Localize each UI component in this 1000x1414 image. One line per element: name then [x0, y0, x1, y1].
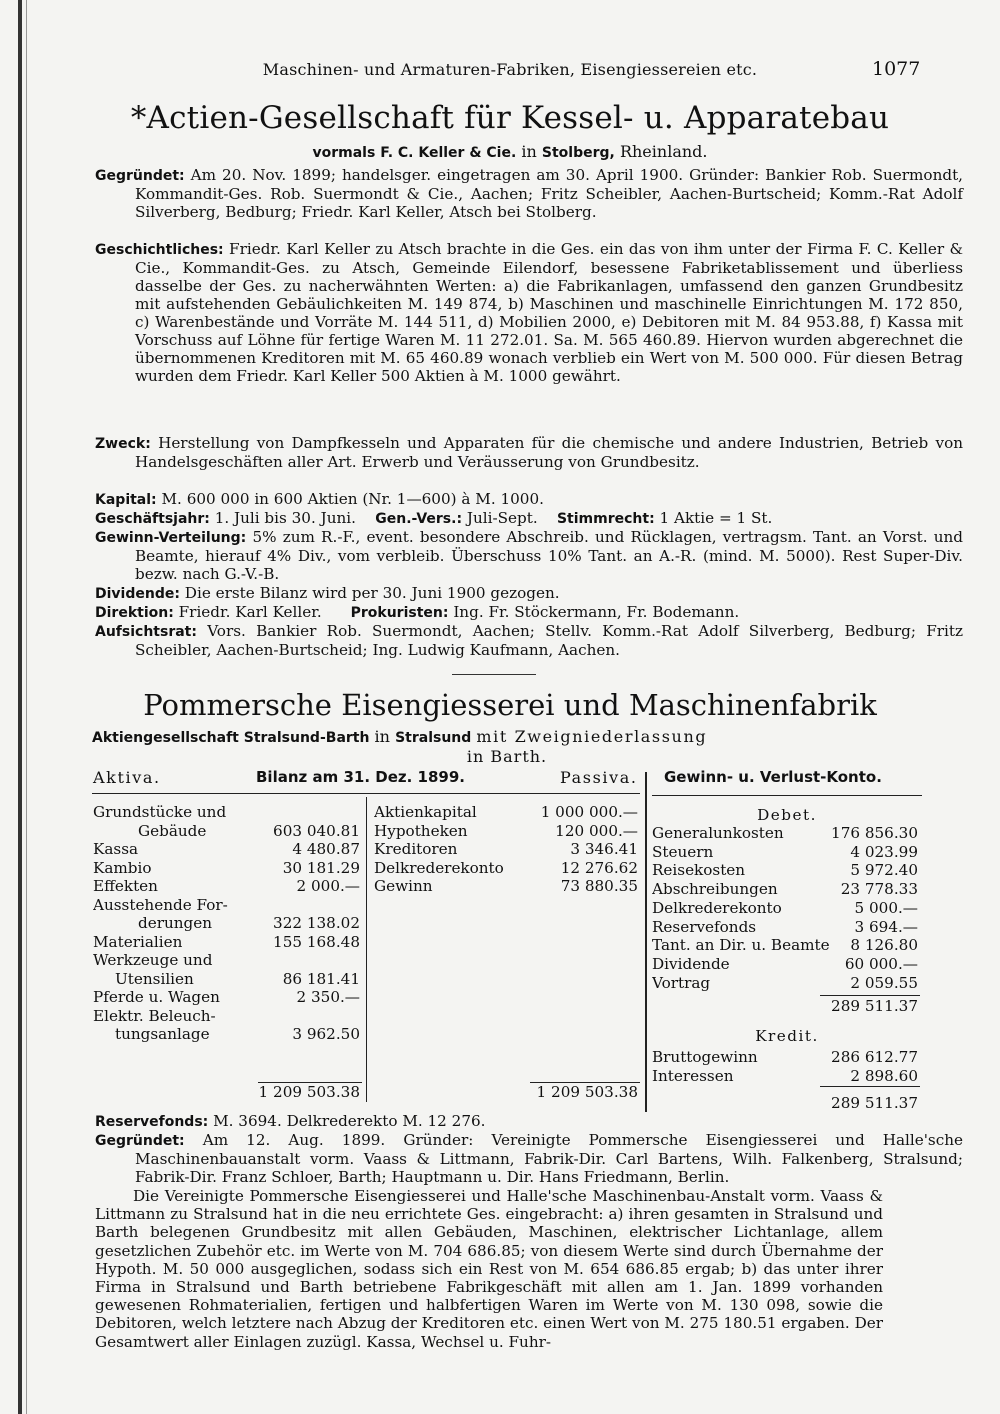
kredit-row-value: 2 898.60: [850, 1066, 918, 1085]
balance-header-rule: [92, 793, 640, 794]
kredit-row-label: Bruttogewinn: [652, 1048, 758, 1066]
aktiva-row-value: 3 962.50: [292, 1025, 360, 1043]
aktiva-row-label: Kassa: [93, 840, 139, 858]
company1-subtitle: [90, 142, 930, 161]
aktiva-row-label: Effekten: [93, 877, 158, 895]
aktiva-row-label: Materialien: [93, 932, 183, 951]
debet-row-label: Tant. an Dir. u. Beamte: [652, 936, 830, 955]
company1-capital: Kapital: M. 600 000 in 600 Aktien (Nr. 1—600) à M. 1000.: [95, 490, 544, 508]
gv-header-rule: [652, 795, 922, 796]
aktiva-row-value: 86 181.41: [282, 969, 360, 988]
debet-total-rule: [820, 995, 920, 996]
debet-total: 289 511.37: [831, 997, 918, 1015]
company2-reserve: Reservefonds: M. 3694. Delkrederekto M. 12 276.: [95, 1112, 486, 1130]
aktiva-label: Aktiva.: [93, 768, 161, 787]
aktiva-row-label: derungen: [138, 914, 213, 932]
aktiva-row-value: 4 480.87: [292, 840, 360, 858]
aktiva-row-label: Werkzeuge und: [93, 951, 213, 969]
company1-founded: Gegründet: Am 20. Nov. 1899; handelsger. eingetragen am 30. April 1900. Gründer: Bankier Rob. Suermondt, Kommandit-Ges. Rob. Suermondt & Cie., Aachen; Fritz Scheibler, Aachen-Burtscheid; Komm.-Rat Adolf Silverberg, Bedburg; Friedr. Karl Keller, Atsch bei Stolberg.: [95, 166, 964, 221]
passiva-row-label: Kreditoren: [374, 840, 458, 858]
company2-subtitle: Aktiengesellschaft Stralsund-Barth in Stralsund mit Zweigniederlassung: [92, 727, 708, 746]
company1-profit-distribution: Gewinn-Verteilung: 5% zum R.-F., event. besondere Abschreib. und Rücklagen, vertragsm. Tant. an Vorst. und Beamte, hierauf 4% Div., vom verbleib. Überschuss 10% Tant. an A.-R. (mind. M. 5000). Rest Super-Div. bezw. nach G.-V.-B.: [95, 528, 964, 583]
aktiva-row-label: Pferde u. Wagen: [93, 988, 220, 1006]
debet-row-label: Delkrederekonto: [652, 898, 782, 917]
debet-row-label: Generalunkosten: [652, 824, 784, 842]
debet-row-value: 3 694.—: [854, 917, 918, 936]
aktiva-row-value: 2 350.—: [296, 988, 360, 1006]
company2-founded: Gegründet: Am 12. Aug. 1899. Gründer: Vereinigte Pommersche Eisengiesserei und Halle'sche Maschinenbauanstalt vorm. Vaass & Littmann, Fabrik-Dir. Carl Bartens, Wilh. Falkenberg, Stralsund; Fabrik-Dir. Franz Schloer, Barth; Hauptmann u. Dir. Hans Friedmann, Berlin.: [95, 1131, 964, 1187]
debet-row-value: 8 126.80: [850, 936, 918, 955]
kredit-total-rule: [820, 1086, 920, 1087]
aktiva-row-label: Elektr. Beleuch-: [93, 1006, 216, 1025]
section-divider: [452, 674, 536, 675]
debet-row-label: Reisekosten: [652, 861, 746, 880]
aktiva-row-label: Grundstücke und: [93, 803, 227, 821]
kredit-row-label: Interessen: [652, 1066, 734, 1085]
company1-fiscal-year: Geschäftsjahr: 1. Juli bis 30. Juni. Gen.-Vers.: Juli-Sept. Stimmrecht: 1 Aktie = 1 St.: [95, 509, 773, 527]
aktiva-row-label: tungsanlage: [115, 1025, 210, 1043]
passiva-row-label: Gewinn: [374, 877, 433, 895]
passiva-row-value: 73 880.35: [560, 877, 638, 895]
debet-row-value: 176 856.30: [831, 824, 918, 842]
aktiva-row-value: 2 000.—: [296, 877, 360, 895]
kredit-total: 289 511.37: [831, 1094, 918, 1112]
debet-row-label: Dividende: [652, 954, 730, 973]
aktiva-passiva-separator: [366, 797, 367, 1102]
debet-row-value: 5 972.40: [850, 861, 918, 880]
passiva-row-label: Hypotheken: [374, 821, 468, 840]
company1-dividend: Dividende: Die erste Bilanz wird per 30. Juni 1900 gezogen.: [95, 584, 560, 602]
company1-title: *Actien-Gesellschaft für Kessel- u. Apparatebau: [130, 100, 890, 136]
company2-title: Pommersche Eisengiesserei und Maschinenfabrik: [143, 688, 877, 722]
company1-management: Direktion: Friedr. Karl Keller. Prokuristen: Ing. Fr. Stöckermann, Fr. Bodemann.: [95, 603, 740, 621]
company2-subtitle-line2: in Barth.: [466, 747, 548, 766]
balance-title: Bilanz am 31. Dez. 1899.: [256, 768, 465, 786]
debet-row-label: Reservefonds: [652, 917, 757, 936]
balance-gv-separator: [645, 772, 647, 1112]
debet-row-label: Abschreibungen: [652, 880, 778, 899]
debet-row-value: 60 000.—: [844, 954, 918, 973]
page-binding-edge-inner: [26, 0, 27, 1414]
passiva-row-label: Aktienkapital: [374, 803, 477, 821]
passiva-row-label: Delkrederekonto: [374, 858, 504, 877]
passiva-row-value: 12 276.62: [560, 858, 638, 877]
company1-supervisory-board: Aufsichtsrat: Vors. Bankier Rob. Suermondt, Aachen; Stellv. Komm.-Rat Adolf Silverberg, Bedburg; Fritz Scheibler, Aachen-Burtscheid; Ing. Ludwig Kaufmann, Aachen.: [95, 622, 964, 659]
debet-row-value: 2 059.55: [850, 973, 918, 992]
debet-label: Debet.: [757, 806, 817, 824]
debet-row-value: 23 778.33: [840, 880, 918, 899]
page-number: 1077: [872, 58, 921, 80]
aktiva-row-label: Ausstehende For-: [93, 895, 228, 914]
passiva-total: 1 209 503.38: [536, 1083, 638, 1101]
aktiva-total: 1 209 503.38: [258, 1083, 360, 1101]
passiva-row-value: 3 346.41: [570, 840, 638, 858]
company2-history: Die Vereinigte Pommersche Eisengiesserei und Halle'sche Maschinenbau-Anstalt vorm. Vaass & Littmann zu Stralsund hat in die neu errichtete Ges. eingebracht: a) ihren gesamten in Stralsund und Barth belegenen Grundbesitz mit allen Gebäuden, Maschinen, elektrischer Lichtanlage, allem gesetzlichen Zubehör etc. im Werte von M. 704 686.85; von diesem Werte sind durch Übernahme der Hypoth. M. 50 000 ausgeglichen, sodass sich ein Rest von M. 654 686.85 ergab; b) das unter ihrer Firma in Stralsund und Barth betriebene Fabrikgeschäft mit allen am 1. Jan. 1899 vorhanden gewesenen Rohmaterialien, fertigen und halbfertigen Waren im Werte von M. 130 098, sowie die Debitoren, welch letztere nach Abzug der Kreditoren etc. einen Wert von M. 275 180.51 ergaben. Der Gesamtwert aller Einlagen zuzügl. Kassa, Wechsel u. Fuhr-: [95, 1187, 883, 1351]
aktiva-row-label: Utensilien: [115, 969, 194, 988]
aktiva-row-value: 322 138.02: [273, 914, 360, 932]
company1-location-town: Stolberg,: [541, 145, 615, 161]
debet-row-value: 4 023.99: [850, 842, 918, 861]
company1-location-region: Rheinland.: [619, 142, 708, 161]
company1-location-in: in: [521, 142, 537, 161]
aktiva-row-label: Gebäude: [138, 821, 207, 840]
company1-purpose: Zweck: Herstellung von Dampfkesseln und Apparaten für die chemische und andere Industrien, Betrieb von Handelsgeschäften aller Art. Erwerb und Veräusserung von Grundbesitz.: [95, 434, 963, 471]
kredit-row-value: 286 612.77: [831, 1048, 918, 1066]
kredit-label: Kredit.: [755, 1027, 819, 1045]
page-binding-edge: [18, 0, 22, 1414]
running-header: Maschinen- und Armaturen-Fabriken, Eisengiessereien etc.: [262, 60, 758, 79]
debet-row-value: 5 000.—: [854, 898, 918, 917]
debet-row-label: Vortrag: [652, 973, 711, 992]
passiva-label: Passiva.: [560, 768, 638, 787]
company1-history: Geschichtliches: Friedr. Karl Keller zu Atsch brachte in die Ges. ein das von ihm unter der Firma F. C. Keller & Cie., Kommandit-Ges. zu Atsch, Gemeinde Eilendorf, besessene Fabriketablissement und überliess dasselbe der Ges. zu nacherwähnten Werten: a) die Fabrikanlagen, umfassend den ganzen Grundbesitz mit aufstehenden Gebäulichkeiten M. 149 874, b) Maschinen und maschinelle Einrichtungen M. 172 850, c) Warenbestände und Vorräte M. 144 511, d) Mobilien 2000, e) Debitoren mit M. 84 953.88, f) Kassa mit Vorschuss auf Löhne für fertige Waren M. 11 272.01. Sa. M. 565 460.89. Hiervon wurden abgerechnet die übernommenen Kreditoren mit M. 65 460.89 wonach verblieb ein Wert von M. 500 000. Für diesen Betrag wurden dem Friedr. Karl Keller 500 Aktien à M. 1000 gewährt.: [95, 240, 963, 385]
debet-row-label: Steuern: [652, 842, 714, 861]
aktiva-row-value: 155 168.48: [273, 932, 360, 951]
aktiva-row-label: Kambio: [93, 858, 152, 877]
passiva-row-value: 120 000.—: [555, 821, 638, 840]
passiva-row-value: 1 000 000.—: [540, 803, 638, 821]
company1-formerly: vormals F. C. Keller & Cie.: [312, 145, 517, 161]
aktiva-row-value: 603 040.81: [273, 821, 360, 840]
gv-konto-title: Gewinn- u. Verlust-Konto.: [664, 768, 882, 786]
aktiva-row-value: 30 181.29: [282, 858, 360, 877]
